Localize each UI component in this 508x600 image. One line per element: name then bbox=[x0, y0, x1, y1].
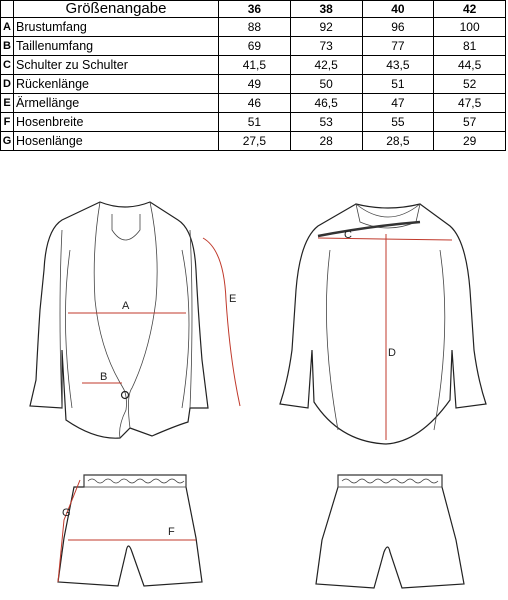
row-label: Brustumfang bbox=[14, 18, 219, 37]
table-row bbox=[1, 94, 506, 113]
row-code: D bbox=[1, 75, 14, 94]
shorts-front-waistband bbox=[84, 475, 186, 487]
row-label: Rückenlänge bbox=[14, 75, 219, 94]
row-value: 51 bbox=[219, 113, 291, 132]
row-code: A bbox=[1, 18, 14, 37]
row-value: 57 bbox=[434, 113, 506, 132]
header-size-36: 36 bbox=[219, 1, 291, 18]
measure-line-e bbox=[203, 238, 240, 406]
shorts-back-gathers bbox=[342, 479, 438, 483]
jacket-lapel-left bbox=[94, 202, 126, 438]
row-value: 42,5 bbox=[290, 56, 362, 75]
row-value: 69 bbox=[219, 37, 291, 56]
row-label: Hosenlänge bbox=[14, 132, 219, 151]
shorts-back bbox=[316, 475, 464, 588]
label-b: B bbox=[100, 371, 108, 383]
table-row bbox=[1, 37, 506, 56]
row-code: C bbox=[1, 56, 14, 75]
table-row bbox=[1, 113, 506, 132]
row-label: Taillenumfang bbox=[14, 37, 219, 56]
row-value: 47,5 bbox=[434, 94, 506, 113]
measure-line-c bbox=[318, 238, 452, 240]
jacket-back-body bbox=[280, 204, 486, 444]
shorts-front-gathers bbox=[88, 479, 184, 483]
shorts-back-body bbox=[316, 475, 464, 588]
row-value: 77 bbox=[362, 37, 434, 56]
row-value: 96 bbox=[362, 18, 434, 37]
header-size-42: 42 bbox=[434, 1, 506, 18]
row-value: 47 bbox=[362, 94, 434, 113]
label-a: A bbox=[122, 300, 130, 312]
garment-drawing bbox=[0, 190, 508, 600]
row-value: 50 bbox=[290, 75, 362, 94]
jacket-princess-seam-left bbox=[65, 250, 72, 408]
jacket-back bbox=[280, 204, 486, 444]
jacket-back-seam-left bbox=[326, 250, 338, 430]
shorts-front-body bbox=[58, 475, 202, 586]
row-value: 88 bbox=[219, 18, 291, 37]
row-value: 46 bbox=[219, 94, 291, 113]
row-value: 55 bbox=[362, 113, 434, 132]
row-value: 53 bbox=[290, 113, 362, 132]
row-value: 73 bbox=[290, 37, 362, 56]
jacket-lapel-right bbox=[128, 202, 157, 428]
size-table-header bbox=[1, 1, 506, 18]
row-label: Ärmellänge bbox=[14, 94, 219, 113]
row-value: 81 bbox=[434, 37, 506, 56]
table-row bbox=[1, 132, 506, 151]
row-value: 92 bbox=[290, 18, 362, 37]
label-c: C bbox=[344, 229, 352, 241]
header-size-38: 38 bbox=[290, 1, 362, 18]
label-g: G bbox=[62, 507, 71, 519]
row-code: E bbox=[1, 94, 14, 113]
table-row bbox=[1, 56, 506, 75]
row-value: 43,5 bbox=[362, 56, 434, 75]
size-table bbox=[0, 0, 506, 151]
row-value: 27,5 bbox=[219, 132, 291, 151]
jacket-sleeve-seam-right bbox=[190, 230, 192, 408]
jacket-back-shoulder bbox=[318, 222, 420, 236]
jacket-front bbox=[30, 202, 240, 438]
row-code: G bbox=[1, 132, 14, 151]
shorts-front bbox=[58, 475, 202, 586]
label-e: E bbox=[229, 293, 237, 305]
row-value: 52 bbox=[434, 75, 506, 94]
row-label: Schulter zu Schulter bbox=[14, 56, 219, 75]
table-row bbox=[1, 75, 506, 94]
header-title: Größenangabe bbox=[14, 1, 219, 18]
measure-line-g bbox=[58, 480, 80, 582]
row-value: 29 bbox=[434, 132, 506, 151]
row-code: F bbox=[1, 113, 14, 132]
row-value: 28,5 bbox=[362, 132, 434, 151]
row-code: B bbox=[1, 37, 14, 56]
header-empty-cell bbox=[1, 1, 14, 18]
label-f: F bbox=[168, 526, 175, 538]
label-d: D bbox=[388, 347, 396, 359]
jacket-back-seam-right bbox=[434, 250, 445, 430]
table-row bbox=[1, 18, 506, 37]
row-value: 49 bbox=[219, 75, 291, 94]
row-value: 28 bbox=[290, 132, 362, 151]
row-value: 44,5 bbox=[434, 56, 506, 75]
row-value: 41,5 bbox=[219, 56, 291, 75]
row-value: 100 bbox=[434, 18, 506, 37]
row-value: 51 bbox=[362, 75, 434, 94]
jacket-princess-seam-right bbox=[182, 250, 189, 408]
row-value: 46,5 bbox=[290, 94, 362, 113]
row-label: Hosenbreite bbox=[14, 113, 219, 132]
header-size-40: 40 bbox=[362, 1, 434, 18]
jacket-collar bbox=[112, 214, 140, 240]
